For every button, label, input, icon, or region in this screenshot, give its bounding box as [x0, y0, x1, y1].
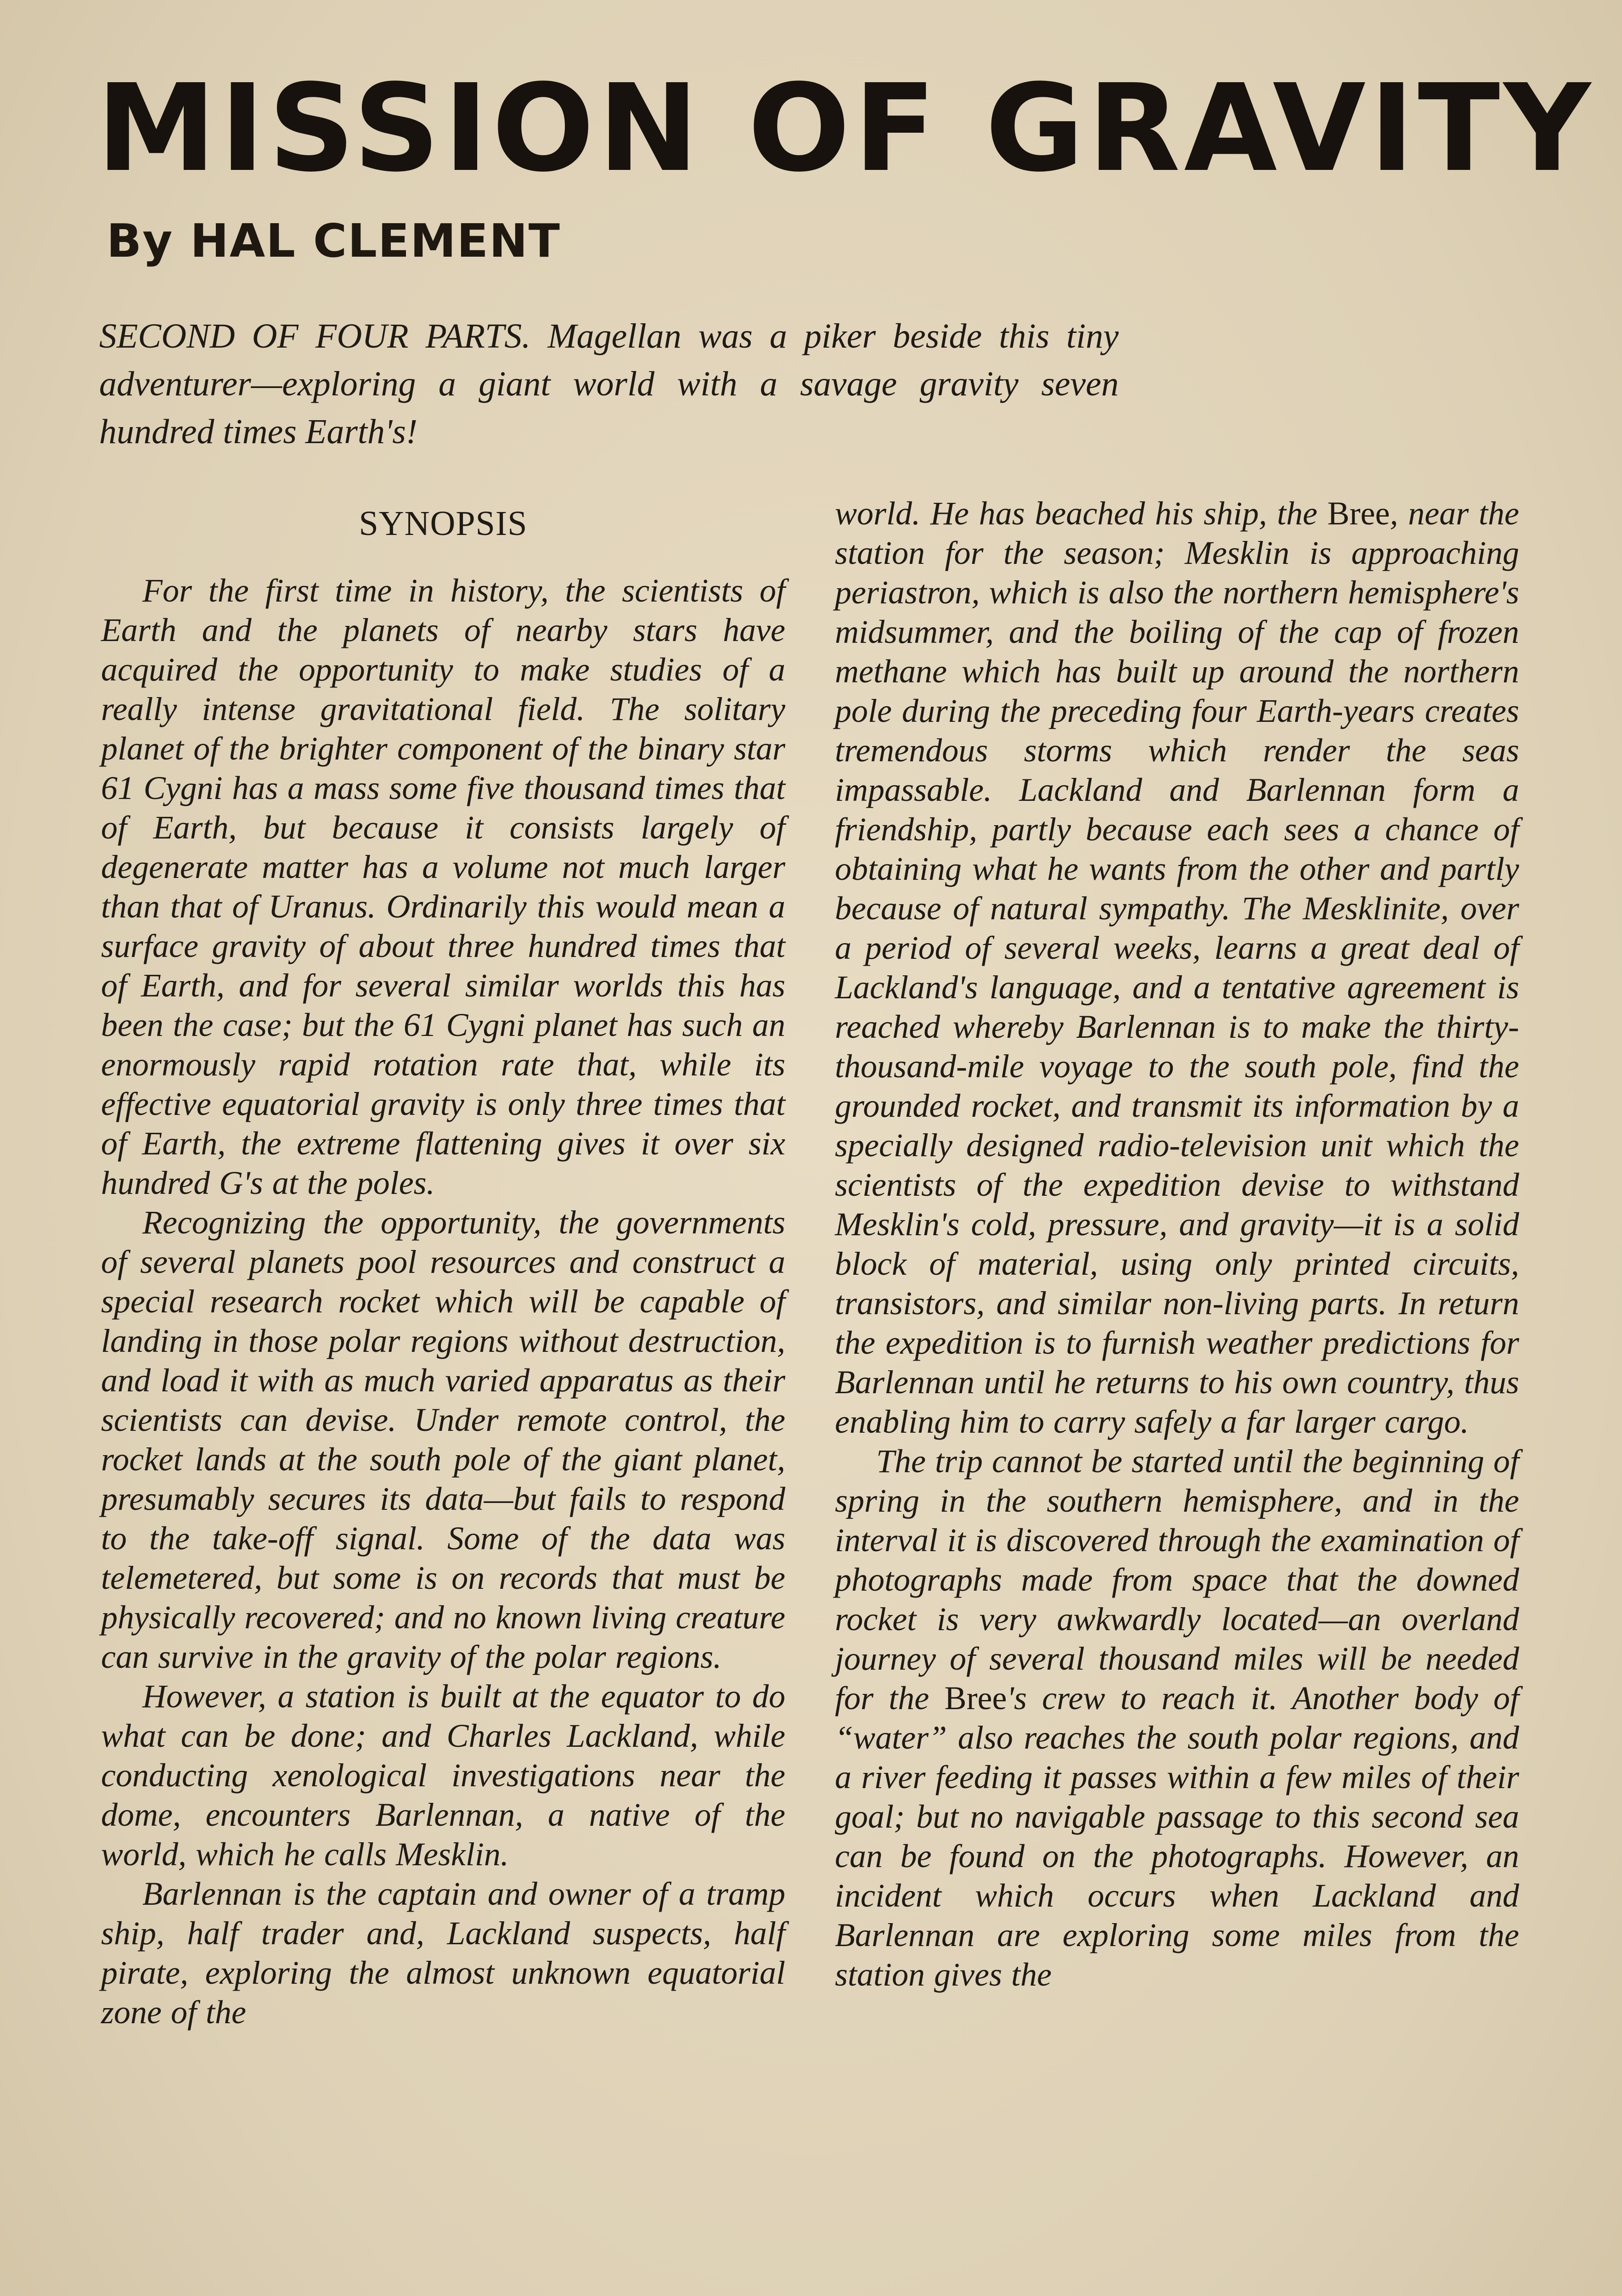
synopsis-paragraph-4: Barlennan is the captain and owner of a tramp ship, half trader and, Lackland suspects, half pirate, exploring the almost unknown equatorial zone of the [101, 1875, 785, 2031]
synopsis-paragraph-2: Recognizing the opportunity, the governments of several planets pool resources and construct a special research rocket which will be capable of landing in those polar regions without destruction, and load it with as much varied apparatus as their scientists can devise. Under remote control, the rocket lands at the south pole of the giant planet, presumably secures its data—but fails to respond to the take-off signal. Some of the data was telemetered, but some is on records that must be physically recovered; and no known living creature can survive in the gravity of the polar regions. [101, 1204, 785, 1675]
synopsis-heading: SYNOPSIS [359, 504, 528, 543]
teaser-lead: SECOND OF FOUR PARTS. [99, 317, 531, 355]
story-title: MISSION OF GRAVITY [96, 58, 1594, 198]
teaser-blurb [99, 312, 1119, 456]
synopsis-paragraph-4-continued [835, 494, 1519, 1441]
right-column [835, 494, 1519, 1994]
synopsis-paragraph-3: However, a station is built at the equator to do what can be done; and Charles Lackland, while conducting xenological investigations near the dome, encounters Barlennan, a native of the world, which he calls Mesklin. [101, 1678, 785, 1873]
synopsis-paragraph-5 [835, 1441, 1519, 1994]
byline: By HAL CLEMENT [107, 214, 561, 268]
left-column [101, 494, 785, 2032]
ship-name: Bree [1327, 495, 1390, 532]
para-text: world. He has beached his ship, the [835, 495, 1318, 532]
para-text: 's crew to reach it. Another body of “water” also reaches the south polar regions, and a river feeding it passes within a few miles of their goal; but no navigable passage to this second sea can be found on the photographs. However, an incident which occurs when Lackland and Barlennan are exploring some miles from the station gives the [835, 1680, 1519, 1993]
para-text: , near the station for the season; Mesklin is approaching periastron, which is also the northern hemisphere's midsummer, and the boiling of the cap of frozen methane which has built up around the northern pole during the preceding four Earth-years creates tremendous storms which render the seas impassable. Lackland and Barlennan form a friendship, partly because each sees a chance of obtaining what he wants from the other and partly because of natural sympathy. The Mesklinite, over a period of several weeks, learns a great deal of Lackland's language, and a tentative agreement is reached whereby Barlennan is to make the thirty-thousand-mile voyage to the south pole, find the grounded rocket, and transmit its information by a specially designed radio-television unit which the scientists of the expedition devise to withstand Mesklin's cold, pressure, and gravity—it is a solid block of material, using only printed circuits, transistors, and similar non-living parts. In return the expedition is to furnish weather predictions for Barlennan until he returns to his own country, thus enabling him to carry safely a far larger cargo. [835, 495, 1520, 1440]
para-text: The trip cannot be started until the beginning of spring in the southern hemisphere, and in the interval it is discovered through the examination of photographs made from space that the downed rocket is very awkwardly located—an overland journey of several thousand miles will be needed for the [835, 1443, 1519, 1716]
ship-name: Bree [944, 1680, 1007, 1716]
teaser-text: Magellan was a piker beside this tiny adventurer—exploring a giant world with a savage gravity seven hundred times Earth's! [99, 317, 1119, 451]
synopsis-paragraph-1: For the first time in history, the scientists of Earth and the planets of nearby stars have acquired the opportunity to make studies of a really intense gravitational field. The solitary planet of the brighter component of the binary star 61 Cygni has a mass some five thousand times that of Earth, but because it consists largely of degenerate matter has a volume not much larger than that of Uranus. Ordinarily this would mean a surface gravity of about three hundred times that of Earth, and for several similar worlds this has been the case; but the 61 Cygni planet has such an enormously rapid rotation rate that, while its effective equatorial gravity is only three times that of Earth, the extreme flattening gives it over six hundred G's at the poles. [101, 572, 785, 1201]
